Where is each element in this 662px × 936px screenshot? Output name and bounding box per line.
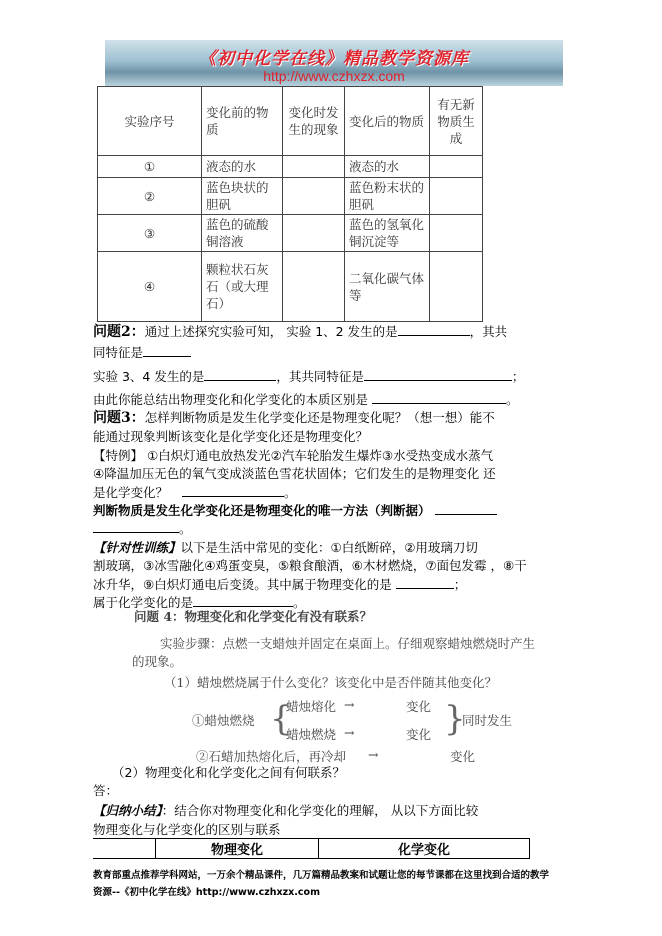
footer-line2: 资源--《初中化学在线》http://www.czhxzx.com (93, 887, 320, 898)
header-cell: 有无新物质生成 (430, 87, 483, 156)
q3-label: 问题3： (93, 410, 145, 426)
answer-label: 答： (93, 783, 119, 798)
blank[interactable] (435, 502, 497, 515)
cell: ④ (98, 252, 202, 322)
text: 以下是生活中常见的变化：①白纸断碎，②用玻璃刀切 (180, 540, 478, 555)
text: 怎样判断物质是发生化学变化还是物理变化呢？（想一想）能不 (144, 410, 495, 425)
header-cell: 物理变化 (156, 839, 319, 859)
right-brace-icon: } (444, 699, 466, 739)
arrow-icon: → (368, 747, 379, 762)
text: 冰升华，⑨白炽灯通电后变烫。其中属于物理变化的是 (93, 577, 392, 592)
text: 。 (284, 485, 297, 500)
q2-line1 (93, 323, 507, 340)
blank[interactable] (396, 576, 454, 589)
text: 。 (179, 521, 192, 536)
q4-melt: 蜡烛熔化 (286, 699, 337, 714)
summary-line2: 物理变化与化学变化的区别与联系 (93, 822, 281, 837)
q2-label: 问题2： (93, 324, 145, 340)
q4-change3: 变化 (450, 749, 476, 764)
q2-line2 (93, 344, 191, 361)
cell: ③ (98, 215, 202, 252)
blank[interactable] (364, 368, 512, 381)
text: 通过上述探究实验可知， 实验 1、2 发生的是 (144, 324, 398, 339)
cell: ② (98, 178, 202, 215)
cell (430, 215, 483, 252)
q3-line7 (93, 520, 192, 537)
cell: 蓝色的硫酸铜溶液 (202, 215, 283, 252)
header-cell: 变化时发生的现象 (283, 87, 345, 156)
banner-title: 《初中化学在线》精品教学资源库 (199, 49, 469, 69)
text: ，其共 (469, 324, 508, 339)
blank[interactable] (372, 391, 506, 404)
text: 由此你能总结出物理变化和化学变化的本质区别是 (93, 392, 369, 407)
text: 。 (506, 392, 519, 407)
cell (283, 156, 345, 178)
header-cell: 实验序号 (98, 87, 202, 156)
cell (283, 252, 345, 322)
cell: 蓝色块状的胆矾 (202, 178, 283, 215)
q4-sub1: （1）蜡烛燃烧属于什么变化？该变化中是否伴随其他变化？ (164, 675, 497, 690)
arrow-icon: → (344, 725, 355, 740)
header-cell: 化学变化 (319, 839, 530, 859)
site-banner (105, 40, 563, 86)
q4-step2: 的现象。 (132, 654, 183, 669)
problem4-figure (100, 603, 560, 765)
arrow-icon: → (344, 697, 355, 712)
cell: 二氧化碳气体等 (345, 252, 430, 322)
text: 实验 3、4 发生的是 (93, 369, 205, 384)
text: ：结合你对物理变化和化学变化的理解， 从以下方面比较 (161, 803, 479, 818)
cell: 蓝色粉末状的胆矾 (345, 178, 430, 215)
cell: ① (98, 156, 202, 178)
blank[interactable] (182, 484, 284, 497)
table-row (98, 252, 483, 322)
blank[interactable] (143, 344, 191, 357)
training-line3 (93, 576, 466, 593)
q3-line6 (93, 502, 497, 519)
header-cell (93, 839, 156, 859)
text: 。 (293, 595, 306, 610)
text: 同特征是 (93, 345, 144, 360)
footer-line1: 教育部重点推荐学科网站，一万余个精品课件，几万篇精品教案和试题让您的每节课都在这里找到合适的教学 (93, 870, 550, 881)
text: 属于化学变化的是 (93, 595, 194, 610)
header-cell: 变化后的物质 (345, 87, 430, 156)
text: 是化学变化？ (93, 485, 169, 500)
q4-title: 问题 4：物理变化和化学变化有没有联系？ (134, 609, 373, 624)
q3-line1 (93, 410, 495, 426)
q2-line4 (93, 391, 519, 408)
text: ； (453, 577, 467, 592)
cell (430, 178, 483, 215)
comparison-table (93, 838, 530, 859)
cell: 液态的水 (202, 156, 283, 178)
q4-same: 同时发生 (462, 713, 513, 728)
training-line2: 割玻璃，③冰雪融化④鸡蛋变臭，⑤粮食酿酒，⑥木材燃烧，⑦面包发霉 ，⑧干 (93, 558, 527, 573)
table-row (98, 156, 483, 178)
cell: 颗粒状石灰石（或大理石） (202, 252, 283, 322)
q3-line4: ④降温加压无色的氧气变成淡蓝色雪花状固体；它们发生的是物理变化 还 (93, 466, 496, 481)
cell: 蓝色的氢氧化铜沉淀等 (345, 215, 430, 252)
banner-url: http://www.czhxzx.com (263, 68, 405, 84)
text: 判断物质是发生化学变化还是物理变化的唯一方法（判断据） (93, 503, 431, 518)
training-label: 【针对性训练】 (93, 540, 181, 555)
summary-line1 (93, 803, 478, 819)
blank[interactable] (93, 520, 179, 533)
q4-item1: ①蜡烛燃烧 (192, 713, 255, 728)
training-line1 (93, 540, 478, 556)
blank[interactable] (204, 368, 276, 381)
cell (430, 156, 483, 178)
header-cell: 变化前的物质 (202, 87, 283, 156)
q4-burn: 蜡烛燃烧 (286, 727, 337, 742)
cell (430, 252, 483, 322)
table-header-row (98, 87, 483, 156)
cell: 液态的水 (345, 156, 430, 178)
summary-label: 【归纳小结】 (93, 803, 162, 818)
q4-sub2: （2）物理变化和化学变化之间有何联系？ (112, 765, 345, 780)
table-row (98, 178, 483, 215)
q4-item2: ②石蜡加热熔化后，再冷却 (196, 749, 347, 764)
cell (283, 215, 345, 252)
text: ，其共同特征是 (276, 369, 364, 384)
text: ； (511, 369, 525, 384)
cell (283, 178, 345, 215)
experiment-table (97, 86, 483, 322)
left-brace-icon: { (270, 699, 292, 739)
q2-line3 (93, 368, 524, 385)
q4-change1: 变化 (406, 699, 432, 714)
q4-step: 实验步骤：点燃一支蜡烛并固定在桌面上。仔细观察蜡烛燃烧时产生 (160, 636, 536, 651)
q4-change2: 变化 (406, 727, 432, 742)
blank[interactable] (398, 323, 470, 336)
table-row (98, 215, 483, 252)
q3-line5 (93, 484, 297, 501)
q3-line2: 能通过现象判断该变化是化学变化还是物理变化？ (93, 429, 369, 444)
q3-line3: 【特例】 ①白炽灯通电放热发光②汽车轮胎发生爆炸③水受热变成水蒸气 (93, 448, 494, 463)
table-header-row (93, 839, 530, 859)
